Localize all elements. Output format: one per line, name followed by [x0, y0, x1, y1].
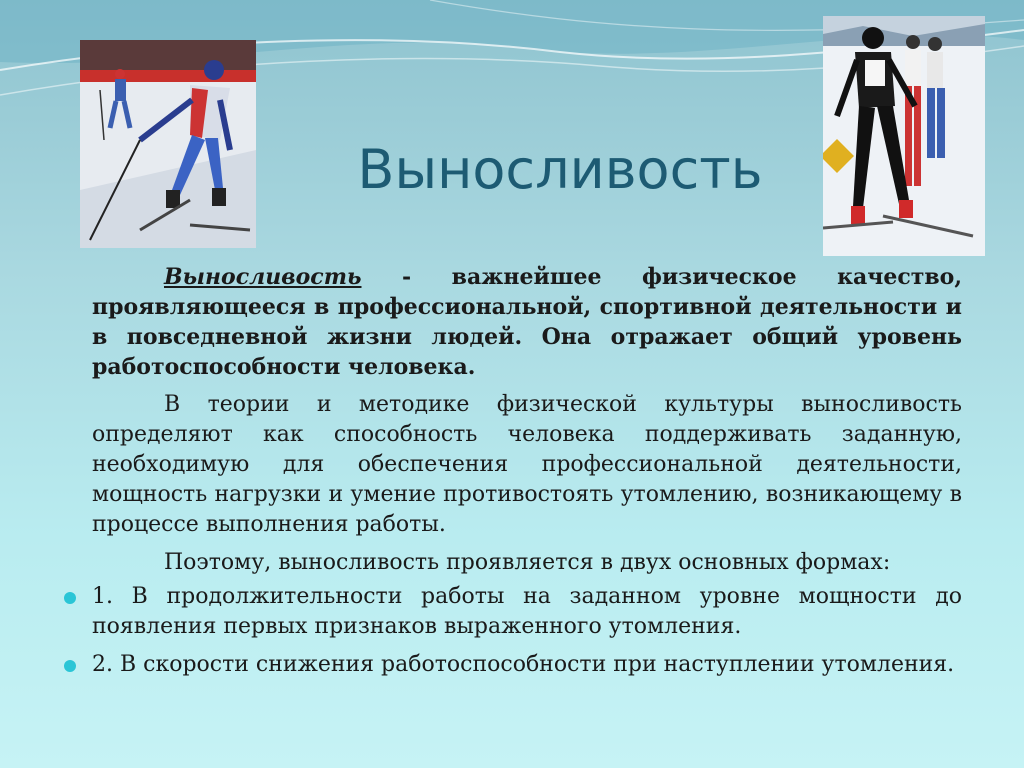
intro-term: Выносливость: [164, 264, 362, 290]
bullet-text-2: 2. В скорости снижения работоспособности при наступлении утомления.: [92, 652, 955, 677]
definition-paragraph: В теории и методике физической культуры выносливость определяют как способность человека поддерживать заданную, необходимую для обеспечения профессиональной деятельности, мощность нагрузки и умение противостоять утомлению, возникающему в процессе выполнения работы.: [92, 392, 962, 537]
bullet-item-2: [92, 650, 962, 680]
bullet-item-1: [92, 582, 962, 642]
bullet-text-1: 1. В продолжительности работы на заданном уровне мощности до появления первых признаков выраженного утомления.: [92, 584, 962, 639]
skier-racing-photo: [80, 40, 256, 248]
bullet-dot-icon: [64, 592, 76, 604]
intro-text: - важнейшее физическое качество, проявляющееся в профессиональной, спортивной деятельности и в повседневной жизни людей. Она отражает общий уровень работоспособности человека.: [92, 264, 962, 380]
slide-title: Выносливость: [357, 138, 763, 201]
forms-paragraph: Поэтому, выносливость проявляется в двух основных формах:: [164, 550, 891, 575]
bullet-dot-icon: [64, 660, 76, 672]
intro-paragraph: [92, 262, 962, 382]
slide-body: [92, 262, 962, 680]
skiers-group-photo: [823, 16, 985, 256]
